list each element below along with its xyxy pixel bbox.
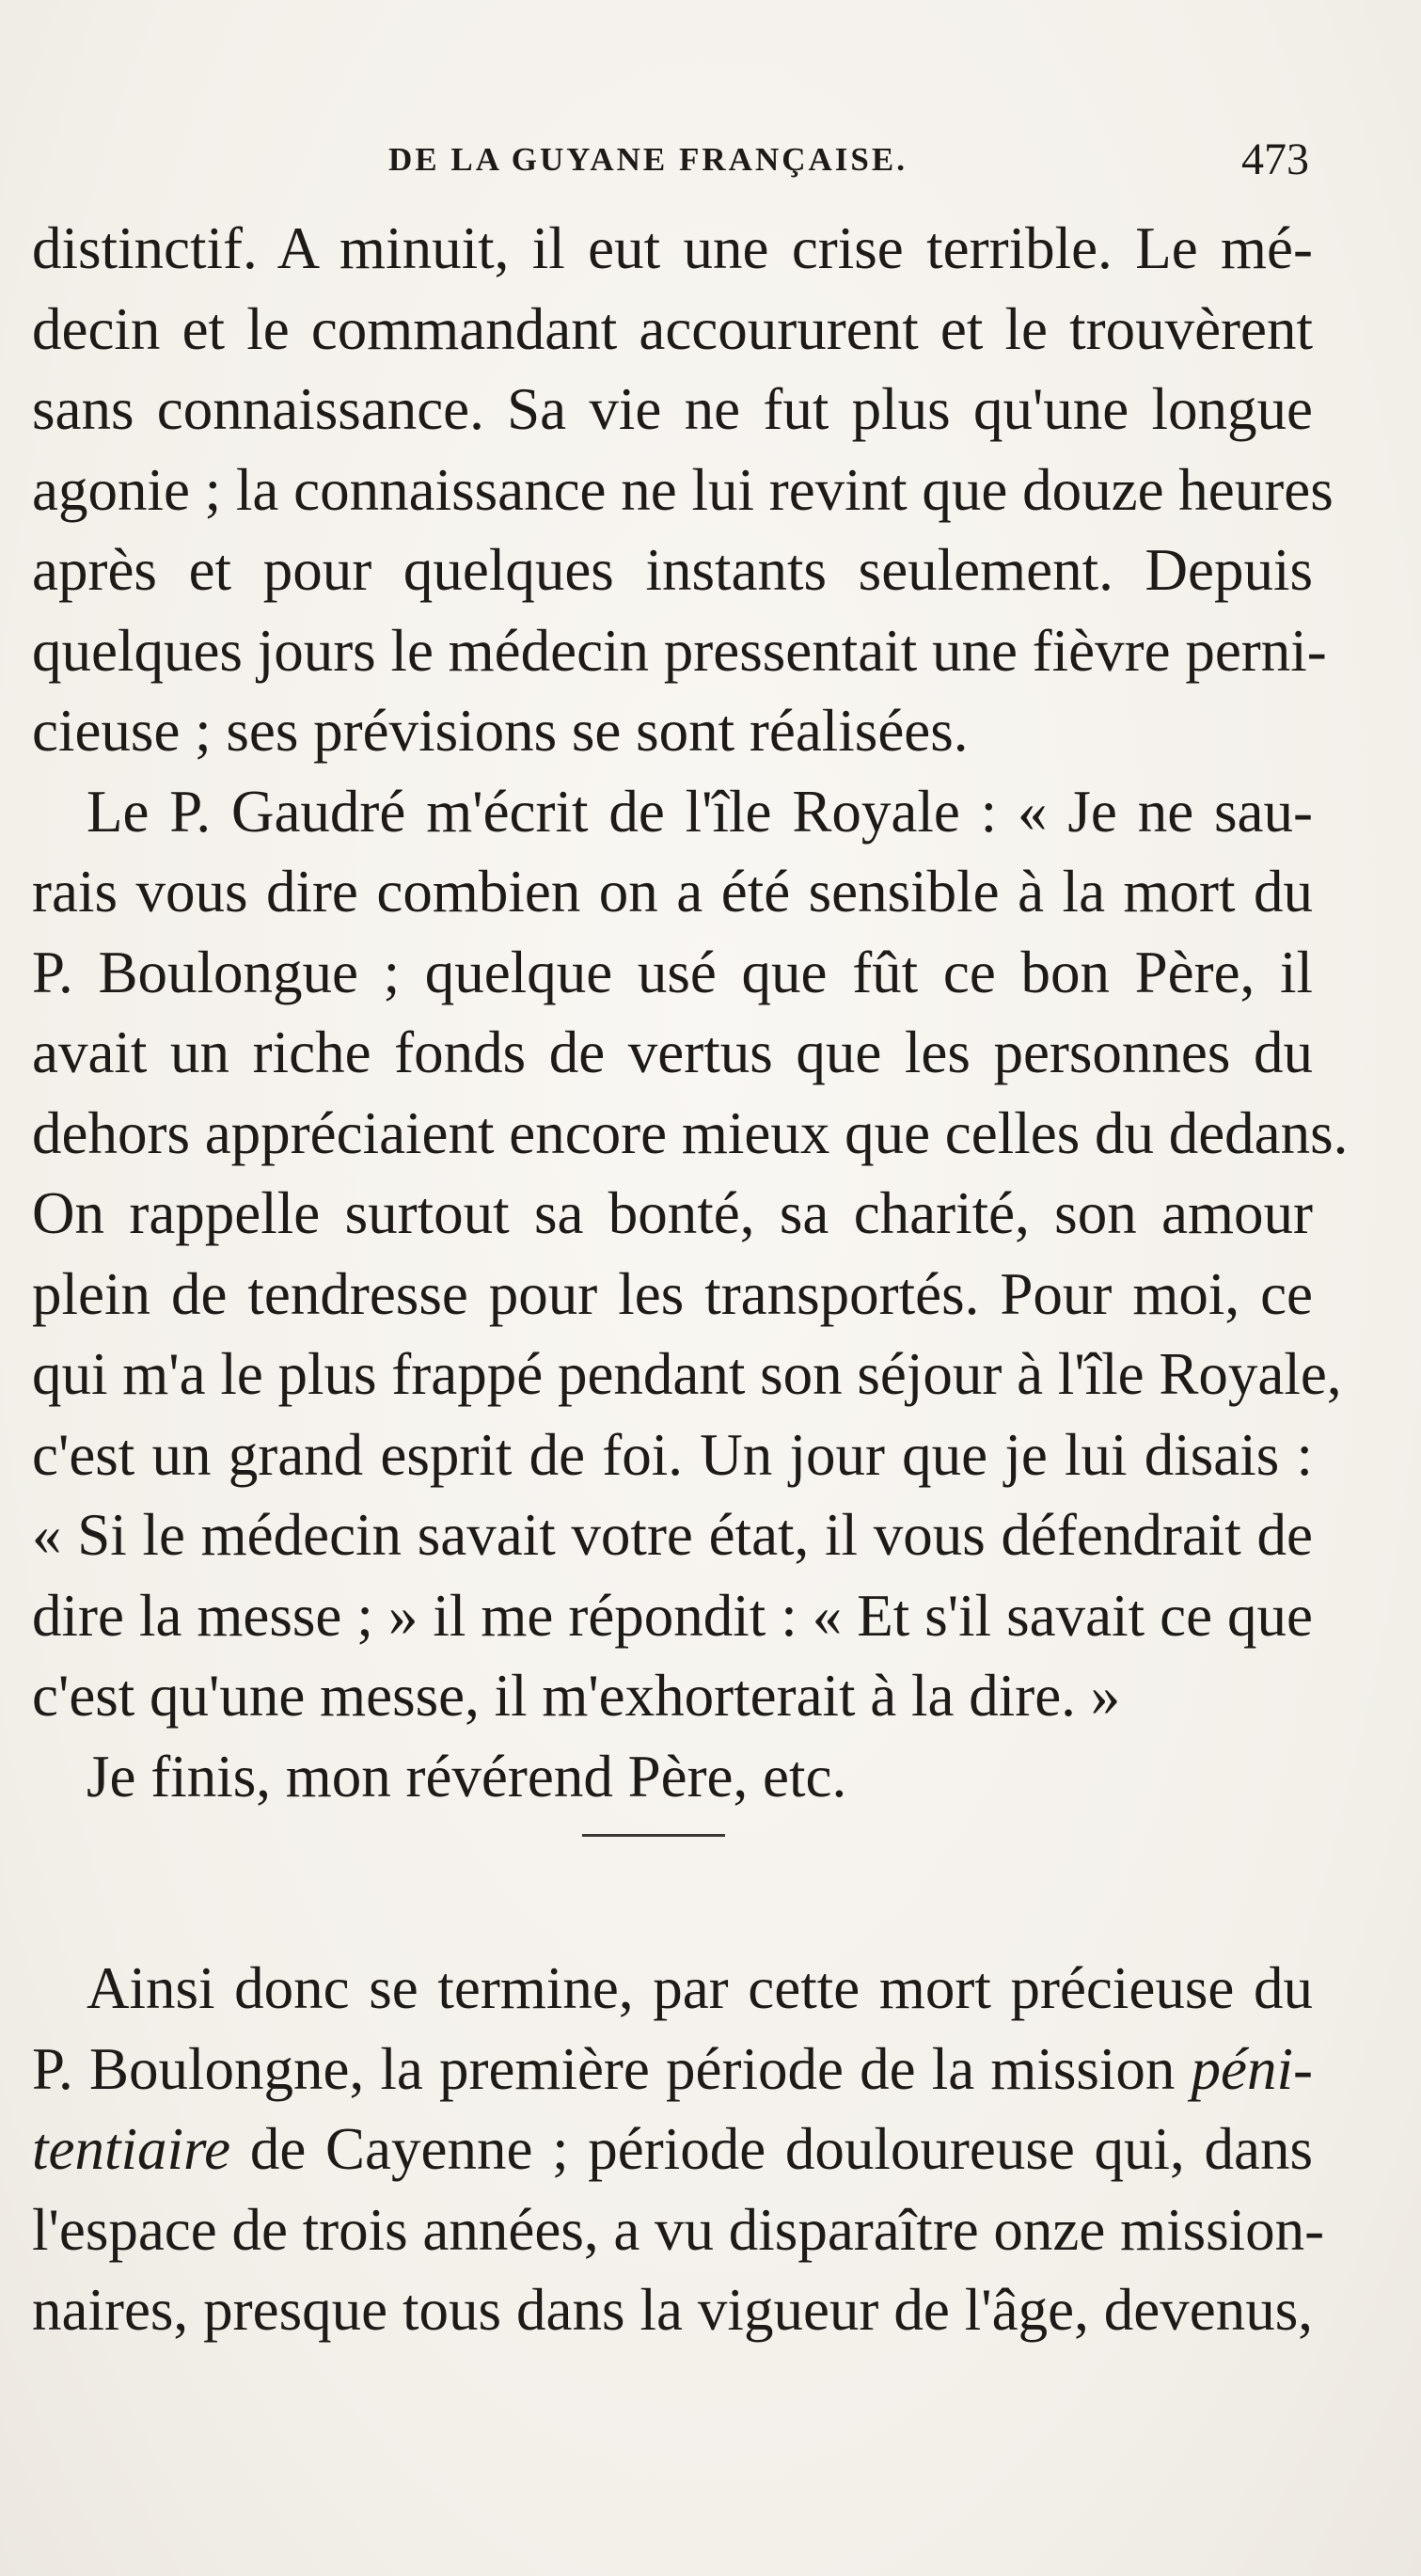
text-line: après et pour quelques instants seulement. Depuis xyxy=(32,537,1313,603)
text-line: Je finis, mon révérend Père, etc. xyxy=(87,1743,847,1810)
text-line: avait un riche fonds de vertus que les personnes du xyxy=(32,1019,1313,1085)
text-line: Ainsi donc se termine, par cette mort précieuse du xyxy=(87,1955,1313,2021)
running-title: DE LA GUYANE FRANÇAISE. xyxy=(388,141,908,178)
text-line xyxy=(32,2030,1313,2110)
text-line: P. Boulongue ; quelque usé que fût ce bon Père, il xyxy=(32,939,1313,1005)
text-line: naires, presque tous dans la vigueur de l'âge, devenus, xyxy=(32,2277,1313,2343)
section-divider xyxy=(32,1817,1313,1949)
text-line: sans connaissance. Sa vie ne fut plus qu'une longue xyxy=(32,376,1313,442)
text-line: dire la messe ; » il me répondit : « Et s'il savait ce que xyxy=(32,1582,1313,1649)
paragraph-4 xyxy=(32,1949,1325,2351)
text-line: cieuse ; ses prévisions se sont réalisées. xyxy=(32,698,969,764)
text-line: Le P. Gaudré m'écrit de l'île Royale : « Je ne sau- xyxy=(87,778,1313,845)
page-number: 473 xyxy=(1241,134,1309,184)
text-line: On rappelle surtout sa bonté, sa charité, son amour xyxy=(32,1180,1313,1246)
text-line: dehors appréciaient encore mieux que celles du dedans. xyxy=(32,1099,1349,1166)
text-segment: P. Boulongne, la première période de la mission xyxy=(32,2035,1192,2102)
text-line xyxy=(32,2110,1313,2190)
body-text xyxy=(32,209,1349,2351)
text-line: quelques jours le médecin pressentait une fièvre perni- xyxy=(32,617,1327,684)
text-line: qui m'a le plus frappé pendant son séjour à l'île Royale, xyxy=(32,1341,1342,1407)
text-line: « Si le médecin savait votre état, il vous défendrait de xyxy=(32,1502,1313,1568)
text-line: l'espace de trois années, a vu disparaître onze mission- xyxy=(32,2196,1325,2263)
text-line: c'est un grand esprit de foi. Un jour que je lui disais : xyxy=(32,1421,1313,1488)
paragraph-3 xyxy=(32,1737,1313,1818)
text-line: plein de tendresse pour les transportés. Pour moi, ce xyxy=(32,1260,1313,1327)
text-line: c'est qu'une messe, il m'exhorterait à la dire. » xyxy=(32,1663,1121,1729)
italic-word: tentiaire xyxy=(32,2116,231,2182)
text-line: rais vous dire combien on a été sensible à la mort du xyxy=(32,859,1313,925)
text-line: distinctif. A minuit, il eut une crise terrible. Le mé- xyxy=(32,215,1313,281)
text-line: decin et le commandant accoururent et le trouvèrent xyxy=(32,295,1313,362)
text-segment: de Cayenne ; période douloureuse qui, dans xyxy=(230,2116,1313,2182)
divider-rule xyxy=(582,1834,725,1837)
paragraph-2 xyxy=(32,772,1349,1737)
paragraph-1 xyxy=(32,209,1334,772)
italic-word: péni- xyxy=(1191,2035,1313,2102)
page-header xyxy=(0,134,1421,198)
text-line: agonie ; la connaissance ne lui revint que douze heures xyxy=(32,456,1334,523)
